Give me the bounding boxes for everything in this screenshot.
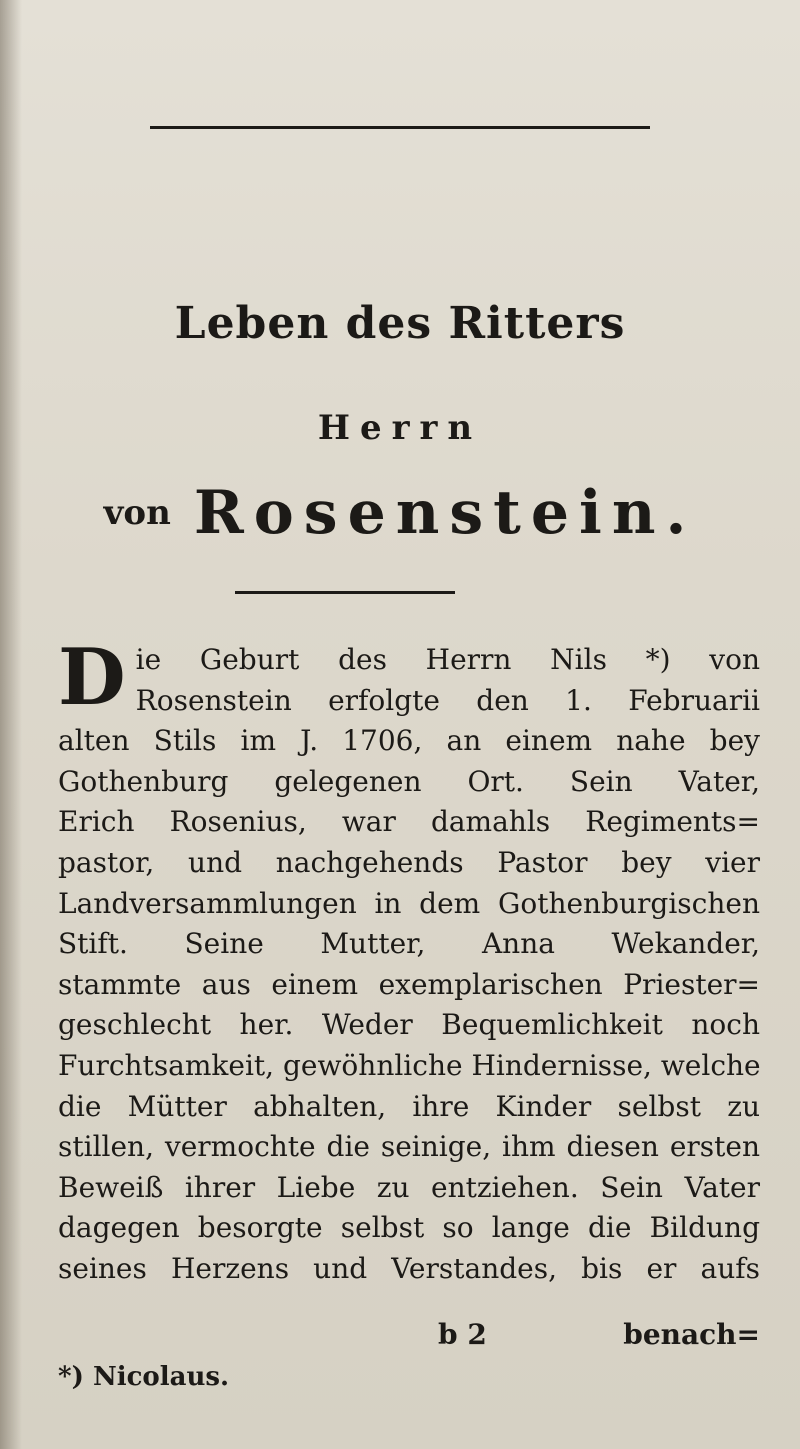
body-line: Landversammlungen in dem Gothenburgischen bbox=[58, 886, 760, 920]
body-line: geschlecht her. Weder Bequemlichkeit noch bbox=[58, 1008, 760, 1042]
catchword: benach= bbox=[623, 1318, 760, 1351]
signature-row bbox=[58, 1318, 760, 1358]
footnote: *) Nicolaus. bbox=[58, 1362, 230, 1392]
body-line: seines Herzens und Verstandes, bis er aufs bbox=[58, 1251, 760, 1285]
body-line: Gothenburg gelegenen Ort. Sein Vater, bbox=[58, 764, 760, 798]
title-line-1: Leben des Ritters bbox=[174, 298, 626, 349]
title-von: von bbox=[103, 493, 171, 533]
signature-mark: b 2 bbox=[438, 1318, 487, 1351]
title-line-3 bbox=[0, 478, 800, 548]
title-surname: Rosenstein. bbox=[193, 478, 697, 548]
body-line: dagegen besorgte selbst so lange die Bildung bbox=[58, 1211, 760, 1245]
mid-rule bbox=[235, 591, 455, 594]
body-line: Beweiß ihrer Liebe zu entziehen. Sein Vater bbox=[58, 1170, 760, 1204]
body-line: stillen, vermochte die seinige, ihm diesen ersten bbox=[58, 1130, 760, 1164]
body-line: die Mütter abhalten, ihre Kinder selbst zu bbox=[58, 1089, 760, 1123]
body-line: ie Geburt des Herrn Nils *) von bbox=[135, 643, 760, 676]
body-line: stammte aus einem exemplarischen Priester= bbox=[58, 967, 760, 1001]
body-paragraph bbox=[58, 632, 761, 1290]
binding-shadow bbox=[0, 0, 22, 1449]
body-line: alten Stils im J. 1706, an einem nahe bey bbox=[58, 724, 760, 758]
body-line: Erich Rosenius, war damahls Regiments= bbox=[58, 805, 760, 839]
body-line: Rosenstein erfolgte den 1. Februarii bbox=[135, 683, 760, 717]
body-line: Stift. Seine Mutter, Anna Wekander, bbox=[58, 927, 760, 961]
drop-cap: D bbox=[58, 632, 126, 723]
body-line: pastor, und nachgehends Pastor bey vier bbox=[58, 845, 760, 879]
title-line-2: Herrn bbox=[317, 408, 483, 448]
body-line: Furchtsamkeit, gewöhnliche Hindernisse, welche bbox=[58, 1048, 761, 1082]
top-rule bbox=[150, 126, 650, 129]
